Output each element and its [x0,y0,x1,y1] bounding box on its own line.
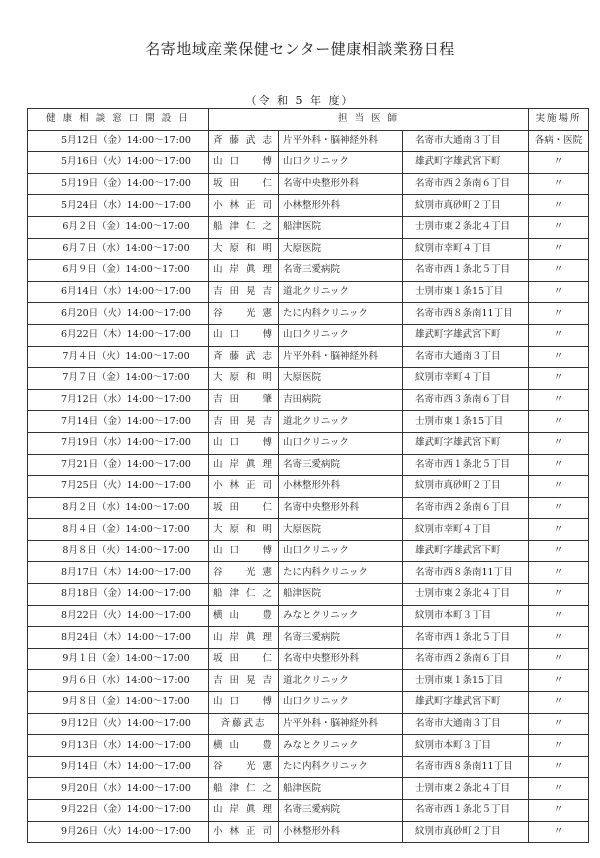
cell-date: 9月20日（水）14:00～17:00 [28,778,209,800]
cell-place: 〃 [529,778,589,800]
cell-clinic: たに内科クリニック [279,756,403,778]
cell-doctor: 横 山 豊 [209,735,279,757]
cell-date: 9月６日（水）14:00～17:00 [28,670,209,692]
cell-date: 6月22日（木）14:00～17:00 [28,324,209,346]
cell-doctor: 小 林 正 司 [209,195,279,217]
cell-doctor: 山 口 傅 [209,692,279,714]
cell-date: 5月16日（火）14:00～17:00 [28,152,209,174]
cell-clinic: 名寄中央整形外科 [279,497,403,519]
cell-place: 〃 [529,584,589,606]
cell-address: 士別市東１条15丁目 [403,281,529,303]
table-row [28,648,589,670]
cell-place: 〃 [529,497,589,519]
cell-clinic: 名寄三愛病院 [279,627,403,649]
cell-address: 紋別市幸町４丁目 [403,368,529,390]
cell-doctor: 大 原 和 明 [209,238,279,260]
cell-address: 名寄市西１条北５丁目 [403,454,529,476]
cell-date: 9月14日（木）14:00～17:00 [28,756,209,778]
cell-place: 〃 [529,260,589,282]
cell-clinic: 大原医院 [279,368,403,390]
table-row [28,670,589,692]
cell-address: 名寄市西１条北５丁目 [403,260,529,282]
cell-address: 名寄市西１条北５丁目 [403,800,529,822]
table-row [28,303,589,325]
cell-clinic: 山口クリニック [279,324,403,346]
cell-date: 7月７日（金）14:00～17:00 [28,368,209,390]
table-row [28,713,589,735]
table-row [28,173,589,195]
cell-clinic: 道北クリニック [279,411,403,433]
cell-address: 名寄市西３条南６丁目 [403,389,529,411]
cell-place: 〃 [529,303,589,325]
cell-date: 6月20日（火）14:00～17:00 [28,303,209,325]
cell-doctor: 大 原 和 明 [209,519,279,541]
table-body [28,130,589,843]
cell-clinic: 大原医院 [279,519,403,541]
cell-place: 〃 [529,195,589,217]
cell-place: 〃 [529,605,589,627]
cell-doctor: 船 津 仁 之 [209,216,279,238]
cell-date: 7月12日（水）14:00～17:00 [28,389,209,411]
cell-date: 8月22日（火）14:00～17:00 [28,605,209,627]
cell-address: 紋別市真砂町２丁目 [403,821,529,843]
cell-date: 8月２日（水）14:00～17:00 [28,497,209,519]
cell-doctor: 坂 田 仁 [209,173,279,195]
cell-address: 名寄市大通南３丁目 [403,346,529,368]
table-header-row [28,109,589,131]
cell-doctor: 斉 藤 武 志 [209,346,279,368]
cell-address: 士別市東１条15丁目 [403,411,529,433]
cell-date: 7月４日（火）14:00～17:00 [28,346,209,368]
cell-address: 紋別市幸町４丁目 [403,238,529,260]
cell-doctor: 山 岸 眞 理 [209,627,279,649]
cell-doctor: 吉 田 晃 吉 [209,281,279,303]
cell-date: 6月14日（水）14:00～17:00 [28,281,209,303]
cell-address: 雄武町字雄武宮下町 [403,432,529,454]
cell-place: 〃 [529,756,589,778]
cell-address: 雄武町字雄武宮下町 [403,692,529,714]
cell-place: 〃 [529,152,589,174]
cell-clinic: 船津医院 [279,216,403,238]
table-row [28,735,589,757]
cell-clinic: 船津医院 [279,584,403,606]
cell-date: 8月８日（火）14:00～17:00 [28,540,209,562]
schedule-table [27,108,589,843]
cell-doctor: 山 口 傅 [209,152,279,174]
cell-place: 各病・医院 [529,130,589,152]
cell-place: 〃 [529,432,589,454]
cell-address: 紋別市幸町４丁目 [403,519,529,541]
table-row [28,562,589,584]
cell-date: 6月７日（水）14:00～17:00 [28,238,209,260]
table-row [28,130,589,152]
cell-doctor: 船 津 仁 之 [209,584,279,606]
cell-address: 紋別市本町３丁目 [403,735,529,757]
table-row [28,692,589,714]
cell-place: 〃 [529,519,589,541]
table-row [28,238,589,260]
cell-place: 〃 [529,216,589,238]
cell-doctor: 小 林 正 司 [209,821,279,843]
cell-clinic: 吉田病院 [279,389,403,411]
cell-address: 名寄市西２条南６丁目 [403,173,529,195]
cell-address: 名寄市西８条南11丁目 [403,562,529,584]
cell-date: 5月24日（水）14:00～17:00 [28,195,209,217]
cell-doctor: 大 原 和 明 [209,368,279,390]
cell-clinic: 小林整形外科 [279,195,403,217]
cell-date: 9月22日（金）14:00～17:00 [28,800,209,822]
cell-doctor: 山 口 傅 [209,540,279,562]
cell-doctor: 吉 田 晃 吉 [209,411,279,433]
cell-address: 名寄市西２条南６丁目 [403,497,529,519]
cell-place: 〃 [529,389,589,411]
cell-place: 〃 [529,627,589,649]
cell-address: 紋別市真砂町２丁目 [403,476,529,498]
cell-date: 9月１日（金）14:00～17:00 [28,648,209,670]
cell-doctor: 吉 田 晃 吉 [209,670,279,692]
table-row [28,778,589,800]
cell-doctor: 横 山 豊 [209,605,279,627]
cell-date: 7月14日（金）14:00～17:00 [28,411,209,433]
cell-place: 〃 [529,173,589,195]
header-place: 実施場所 [529,109,589,131]
table-row [28,756,589,778]
cell-doctor: 山 岸 眞 理 [209,454,279,476]
cell-date: 6月９日（金）14:00～17:00 [28,260,209,282]
cell-clinic: 船津医院 [279,778,403,800]
cell-address: 名寄市大通南３丁目 [403,713,529,735]
table-row [28,281,589,303]
cell-date: 7月25日（火）14:00～17:00 [28,476,209,498]
cell-address: 名寄市西１条北５丁目 [403,627,529,649]
cell-doctor: 船 津 仁 之 [209,778,279,800]
table-row [28,540,589,562]
table-row [28,476,589,498]
cell-address: 名寄市大通南３丁目 [403,130,529,152]
cell-date: 9月12日（火）14:00～17:00 [28,713,209,735]
cell-doctor: 谷 光 憲 [209,562,279,584]
cell-doctor: 山 口 傅 [209,432,279,454]
table-row [28,519,589,541]
table-row [28,195,589,217]
cell-doctor: 山 口 傅 [209,324,279,346]
cell-place: 〃 [529,238,589,260]
cell-date: 7月21日（金）14:00～17:00 [28,454,209,476]
cell-clinic: 山口クリニック [279,432,403,454]
cell-address: 雄武町字雄武宮下町 [403,152,529,174]
cell-place: 〃 [529,821,589,843]
cell-place: 〃 [529,735,589,757]
cell-place: 〃 [529,670,589,692]
cell-place: 〃 [529,692,589,714]
cell-date: 8月24日（木）14:00～17:00 [28,627,209,649]
cell-place: 〃 [529,368,589,390]
cell-doctor: 吉 田 肇 [209,389,279,411]
cell-doctor: 坂 田 仁 [209,648,279,670]
cell-clinic: 小林整形外科 [279,821,403,843]
cell-address: 名寄市西２条南６丁目 [403,648,529,670]
cell-place: 〃 [529,800,589,822]
cell-address: 雄武町字雄武宮下町 [403,324,529,346]
cell-place: 〃 [529,346,589,368]
table-row [28,497,589,519]
cell-clinic: 大原医院 [279,238,403,260]
table-row [28,605,589,627]
cell-doctor: 斉藤武志 [209,713,279,735]
cell-place: 〃 [529,411,589,433]
cell-date: 8月４日（金）14:00～17:00 [28,519,209,541]
table-row [28,432,589,454]
cell-place: 〃 [529,281,589,303]
cell-address: 雄武町字雄武宮下町 [403,540,529,562]
cell-address: 紋別市本町３丁目 [403,605,529,627]
cell-place: 〃 [529,648,589,670]
cell-clinic: 小林整形外科 [279,476,403,498]
table-row [28,454,589,476]
cell-doctor: 山 岸 眞 理 [209,260,279,282]
cell-address: 紋別市真砂町２丁目 [403,195,529,217]
table-row [28,411,589,433]
cell-clinic: 名寄三愛病院 [279,260,403,282]
cell-clinic: 片平外科・脳神経外科 [279,346,403,368]
cell-address: 士別市東１条15丁目 [403,670,529,692]
cell-clinic: 山口クリニック [279,152,403,174]
cell-address: 名寄市西８条南11丁目 [403,303,529,325]
cell-doctor: 谷 光 憲 [209,756,279,778]
cell-clinic: 山口クリニック [279,540,403,562]
cell-address: 士別市東２条北４丁目 [403,778,529,800]
cell-date: 9月26日（火）14:00～17:00 [28,821,209,843]
document-subtitle: （令 和 5 年 度） [245,94,355,107]
cell-date: 7月19日（水）14:00～17:00 [28,432,209,454]
cell-clinic: たに内科クリニック [279,303,403,325]
table-row [28,627,589,649]
table-row [28,260,589,282]
cell-clinic: たに内科クリニック [279,562,403,584]
cell-place: 〃 [529,324,589,346]
cell-doctor: 坂 田 仁 [209,497,279,519]
table-row [28,800,589,822]
cell-date: 5月19日（金）14:00～17:00 [28,173,209,195]
cell-date: 5月12日（金）14:00～17:00 [28,130,209,152]
cell-doctor: 谷 光 憲 [209,303,279,325]
table-row [28,584,589,606]
cell-date: 8月17日（木）14:00～17:00 [28,562,209,584]
cell-place: 〃 [529,562,589,584]
header-date: 健 康 相 談 窓 口 開 設 日 [28,109,209,131]
cell-clinic: 名寄中央整形外科 [279,648,403,670]
table-row [28,389,589,411]
cell-clinic: 名寄中央整形外科 [279,173,403,195]
cell-address: 士別市東２条北４丁目 [403,216,529,238]
cell-doctor: 斉 藤 武 志 [209,130,279,152]
table-row [28,324,589,346]
document-title: 名寄地域産業保健センター健康相談業務日程 [145,40,455,58]
cell-place: 〃 [529,540,589,562]
cell-doctor: 山 岸 眞 理 [209,800,279,822]
cell-date: 9月８日（金）14:00～17:00 [28,692,209,714]
cell-clinic: みなとクリニック [279,735,403,757]
cell-address: 士別市東２条北４丁目 [403,584,529,606]
cell-clinic: 片平外科・脳神経外科 [279,130,403,152]
cell-clinic: 道北クリニック [279,670,403,692]
cell-clinic: 名寄三愛病院 [279,800,403,822]
cell-date: 6月２日（金）14:00～17:00 [28,216,209,238]
cell-clinic: 道北クリニック [279,281,403,303]
table-row [28,216,589,238]
cell-doctor: 小 林 正 司 [209,476,279,498]
table-row [28,346,589,368]
cell-clinic: みなとクリニック [279,605,403,627]
cell-place: 〃 [529,713,589,735]
header-doctor: 担 当 医 師 [209,109,529,131]
table-row [28,152,589,174]
cell-place: 〃 [529,454,589,476]
cell-clinic: 名寄三愛病院 [279,454,403,476]
cell-date: 8月18日（金）14:00～17:00 [28,584,209,606]
cell-date: 9月13日（水）14:00～17:00 [28,735,209,757]
cell-clinic: 片平外科・脳神経外科 [279,713,403,735]
table-row [28,368,589,390]
cell-place: 〃 [529,476,589,498]
cell-clinic: 山口クリニック [279,692,403,714]
cell-address: 名寄市西８条南11丁目 [403,756,529,778]
table-row [28,821,589,843]
